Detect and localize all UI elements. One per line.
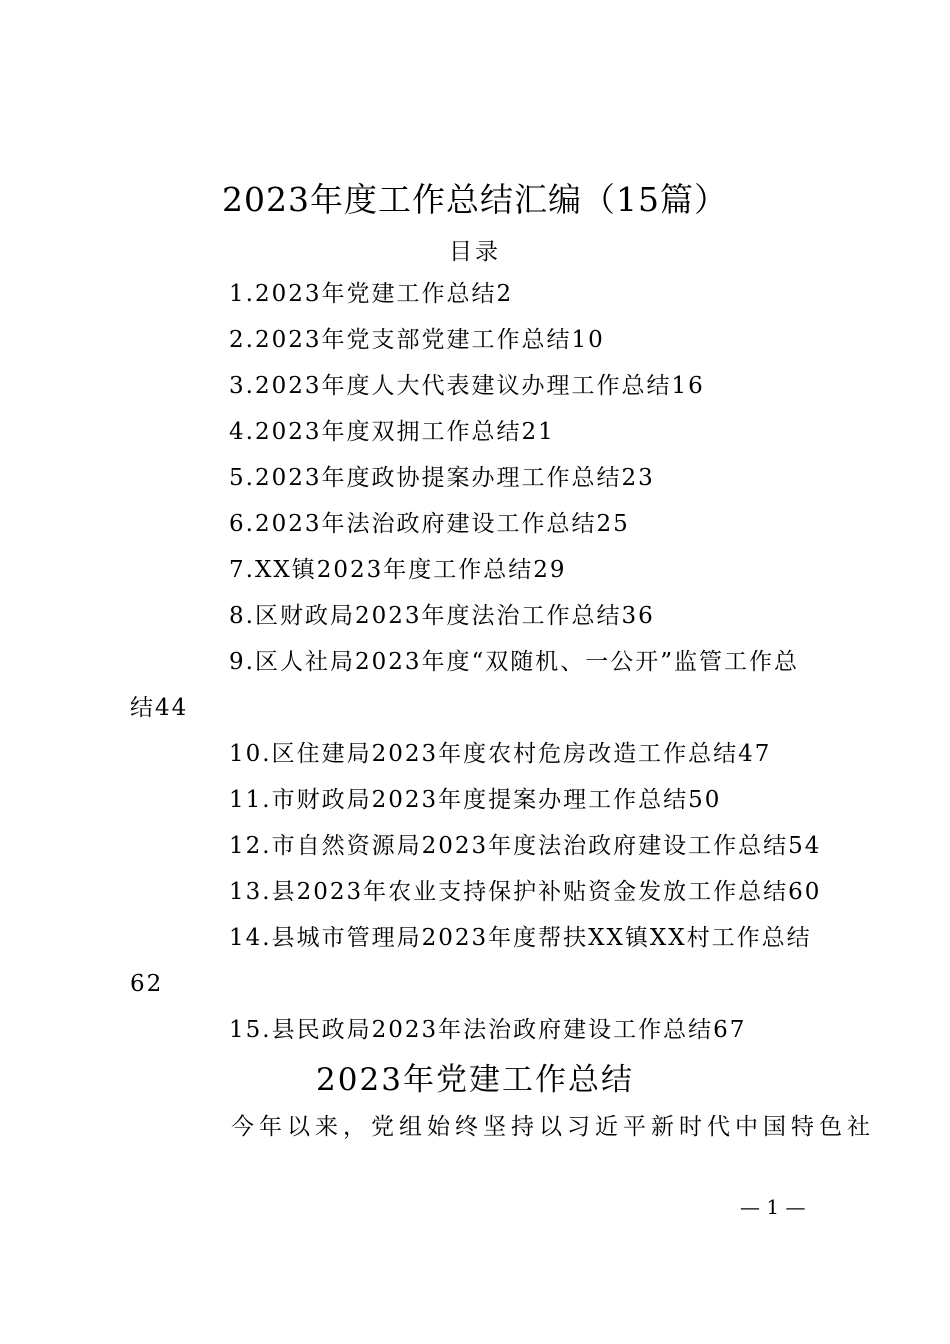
page-number: — 1 — bbox=[740, 1195, 806, 1219]
toc-item: 12.市自然资源局2023年度法治政府建设工作总结54 bbox=[229, 833, 822, 859]
toc-item: 8.区财政局2023年度法治工作总结36 bbox=[229, 603, 655, 629]
toc-item: 7.XX镇2023年度工作总结29 bbox=[229, 557, 567, 583]
body-paragraph: 今年以来，党组始终坚持以习近平新时代中国特色社 bbox=[231, 1114, 875, 1140]
toc-item-continuation: 结44 bbox=[130, 695, 189, 721]
toc-item: 3.2023年度人大代表建议办理工作总结16 bbox=[229, 373, 705, 399]
section-title: 2023年党建工作总结 bbox=[316, 1062, 634, 1098]
toc-item: 5.2023年度政协提案办理工作总结23 bbox=[229, 465, 655, 491]
toc-item: 1.2023年党建工作总结2 bbox=[229, 281, 514, 307]
toc-item: 2.2023年党支部党建工作总结10 bbox=[229, 327, 605, 353]
toc-item: 11.市财政局2023年度提案办理工作总结50 bbox=[229, 787, 722, 813]
toc-item: 9.区人社局2023年度“双随机、一公开”监管工作总 bbox=[229, 649, 799, 675]
document-title: 2023年度工作总结汇编（15篇） bbox=[222, 180, 728, 219]
toc-item: 13.县2023年农业支持保护补贴资金发放工作总结60 bbox=[229, 879, 822, 905]
toc-item: 14.县城市管理局2023年度帮扶XX镇XX村工作总结 bbox=[229, 925, 812, 951]
toc-item: 15.县民政局2023年法治政府建设工作总结67 bbox=[229, 1017, 747, 1043]
toc-item: 10.区住建局2023年度农村危房改造工作总结47 bbox=[229, 741, 772, 767]
toc-heading: 目录 bbox=[449, 239, 501, 265]
toc-item: 6.2023年法治政府建设工作总结25 bbox=[229, 511, 630, 537]
toc-item-continuation: 62 bbox=[130, 971, 164, 997]
toc-item: 4.2023年度双拥工作总结21 bbox=[229, 419, 555, 445]
